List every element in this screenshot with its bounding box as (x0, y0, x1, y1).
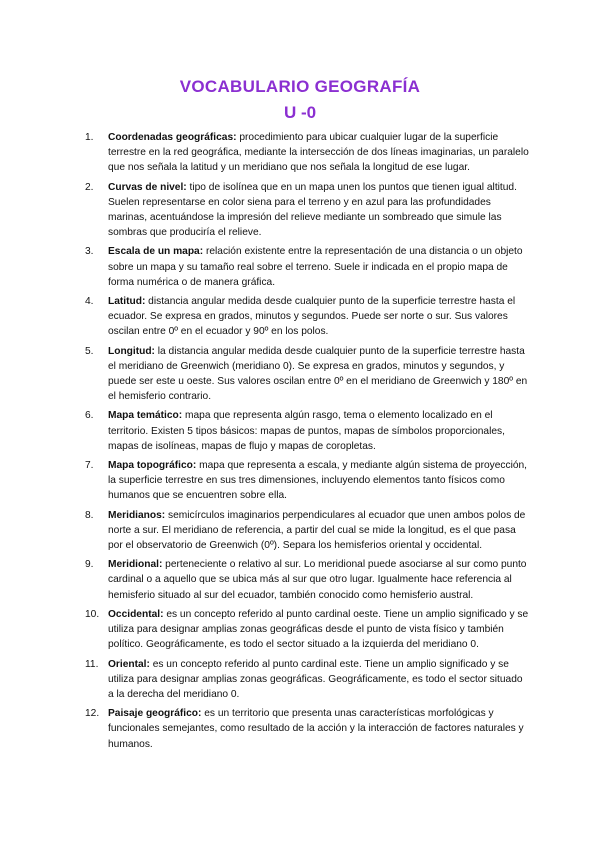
item-definition: perteneciente o relativo al sur. Lo meridional puede asociarse al sur como punto cardinal o a aquello que se ubica más al sur que otro lugar. Igualmente hace referencia al hemisferio situado al sur del ecuador, también conocido como hemisferio austral. (108, 559, 527, 601)
document-title: VOCABULARIO GEOGRAFÍA (179, 77, 421, 96)
item-term: Meridianos: (108, 509, 166, 521)
item-number: 10. (85, 608, 100, 620)
item-term: Mapa topográfico: (108, 460, 197, 472)
item-term: Occidental: (108, 608, 164, 620)
list-item (85, 508, 530, 554)
list-item (85, 244, 530, 290)
item-term: Curvas de nivel: (108, 181, 187, 193)
list-item (85, 130, 530, 176)
item-number: 11. (85, 658, 99, 670)
item-definition: relación existente entre la representación de una distancia o un objeto sobre un mapa y su tamaño real sobre el terreno. Suele ir indicada en el propio mapa de forma numérica o de manera gráfica. (108, 246, 523, 288)
item-definition: es un territorio que presenta unas características morfológicas y funcionales semejantes, como resultado de la acción y la interacción de factores naturales y humanos. (108, 708, 524, 750)
item-definition: es un concepto referido al punto cardinal este. Tiene un amplio significado y se utiliza para designar amplias zonas geográficas. Geográficamente, es todo el sector situado a la derecha del meridiano 0. (108, 658, 523, 700)
item-number: 2. (85, 181, 94, 193)
item-term: Paisaje geográfico: (108, 708, 202, 720)
item-number: 1. (85, 132, 94, 143)
list-item (85, 344, 530, 405)
list-item (85, 180, 530, 241)
item-number: 6. (85, 410, 94, 422)
vocabulary-list (85, 130, 530, 756)
item-definition: distancia angular medida desde cualquier punto de la superficie terrestre hasta el ecuador. Se expresa en grados, minutos y segundos. Puede ser norte o sur. Sus valores oscilan entre 0º en el ecuador y 90º en los polos. (108, 296, 516, 338)
item-term: Oriental: (108, 658, 150, 670)
list-item (85, 706, 530, 752)
item-definition: es un concepto referido al punto cardinal oeste. Tiene un amplio significado y se utiliza para designar amplias zonas geográficas desde el punto de vista físico y también político. Geográficamente, es todo el sector situado a la izquierda del meridiano 0. (108, 608, 529, 651)
item-definition: la distancia angular medida desde cualquier punto de la superficie terrestre hasta el meridiano de Greenwich (meridiano 0). Se expresa en grados, minutos y segundos, y puede ser este u oeste. Sus valores oscilan entre 0º en el meridiano de Greenwich y 180º en el hemisferio contrario. (108, 345, 528, 403)
item-term: Latitud: (108, 296, 146, 308)
item-term: Meridional: (108, 559, 163, 571)
item-number: 9. (85, 559, 94, 571)
item-number: 12. (85, 708, 100, 720)
item-definition: semicírculos imaginarios perpendiculares al ecuador que unen ambos polos de norte a sur. El meridiano de referencia, a partir del cual se mide la longitud, es el que pasa por el observatorio de Greenwich (0º). Separa los hemisferios oriental y occidental. (108, 509, 526, 552)
item-definition: mapa que representa a escala, y mediante algún sistema de proyección, la superficie terrestre en sus tres dimensiones, incluyendo elementos tanto físicos como humanos que se encuentren sobre ella. (108, 460, 528, 502)
item-term: Coordenadas geográficas: (108, 132, 237, 143)
item-number: 8. (85, 509, 94, 521)
item-definition: mapa que representa algún rasgo, tema o elemento localizado en el territorio. Existen 5 tipos básicos: mapas de puntos, mapas de símbolos proporcionales, mapas de isolíneas, mapas de flujo y mapas de coropletas. (108, 410, 505, 452)
item-term: Escala de un mapa: (108, 246, 204, 258)
item-number: 5. (85, 345, 94, 357)
list-item (85, 458, 530, 504)
list-item (85, 408, 530, 454)
list-item (85, 557, 530, 603)
item-definition: procedimiento para ubicar cualquier lugar de la superficie terrestre en la red geográfica, mediante la intersección de dos líneas imaginarias, un paralelo que nos señala la latitud y un meridiano que nos señala la longitud de ese lugar. (108, 132, 529, 174)
list-item (85, 607, 530, 653)
item-definition: tipo de isolínea que en un mapa unen los puntos que tienen igual altitud. Suelen representarse en color siena para el terreno y en azul para las profundidades marinas, acentuándose la impresión del relieve mediante un sombreado que simule las sombras que produciría el relieve. (108, 181, 517, 239)
item-term: Longitud: (108, 345, 155, 357)
item-number: 4. (85, 296, 94, 308)
list-item (85, 294, 530, 340)
document-subtitle: U -0 (283, 103, 317, 122)
item-number: 7. (85, 460, 94, 472)
list-item (85, 657, 530, 703)
item-number: 3. (85, 246, 94, 258)
item-term: Mapa temático: (108, 410, 183, 422)
